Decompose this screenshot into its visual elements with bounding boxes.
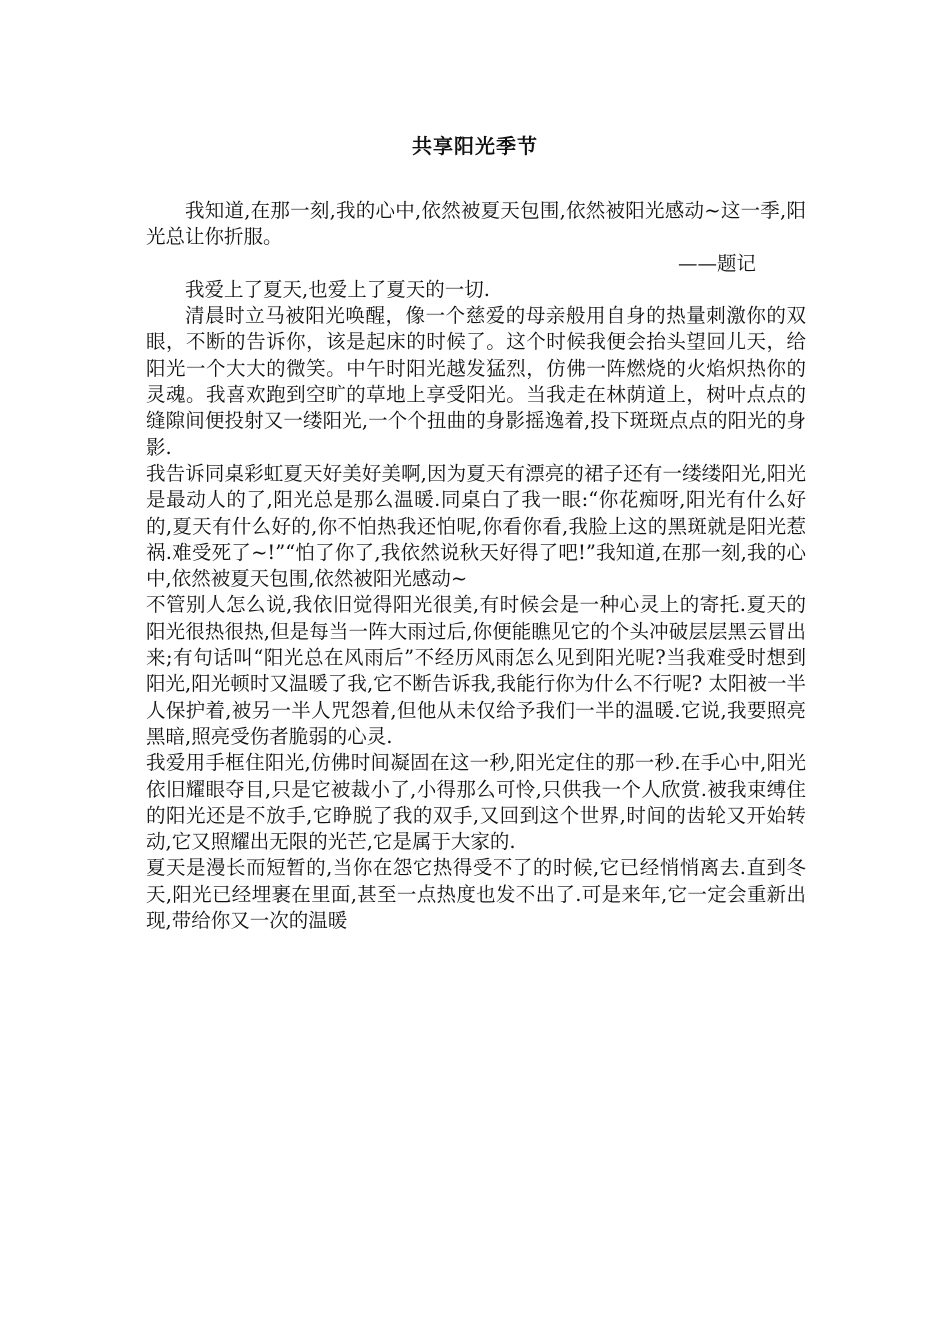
body-paragraph-6: 夏天是漫长而短暂的,当你在怨它热得受不了的时候,它已经悄悄离去.直到冬天,阳光已经埋裹在里面,甚至一点热度也发不出了.可是来年,它一定会重新出现,带给你又一次的温暖 <box>146 856 806 933</box>
document-title: 共享阳光季节 <box>412 134 538 158</box>
epigraph-signature: ——题记 <box>677 251 756 275</box>
body-paragraph-1: 我爱上了夏天,也爱上了夏天的一切. <box>185 277 490 301</box>
body-paragraph-3: 我告诉同桌彩虹夏天好美好美啊,因为夏天有漂亮的裙子还有一缕缕阳光,阳光是最动人的了,阳光总是那么温暖.同桌白了我一眼:“你花痴呀,阳光有什么好的,夏天有什么好的,你不怕热我还怕呢,你看你看,我脸上这的黑斑就是阳光惹祸.难受死了~!”“怕了你了,我依然说秋天好得了吧!”我知道,在那一刻,我的心中,依然被夏天包围,依然被阳光感动~ <box>146 461 806 591</box>
body-paragraph-4: 不管别人怎么说,我依旧觉得阳光很美,有时候会是一种心灵上的寄托.夏天的阳光很热很热,但是每当一阵大雨过后,你便能瞧见它的个头冲破层层黑云冒出来;有句话叫“阳光总在风雨后”不经历风雨怎么见到阳光呢?当我难受时想到阳光,阳光顿时又温暖了我,它不断告诉我,我能行你为什么不行呢? 太阳被一半人保护着,被另一半人咒怨着,但他从未仅给予我们一半的温暖.它说,我要照亮黑暗,照亮受伤者脆弱的心灵. <box>146 593 806 748</box>
body-paragraph-2: 清晨时立马被阳光唤醒，像一个慈爱的母亲般用自身的热量刺激你的双眼，不断的告诉你，该是起床的时候了。这个时候我便会抬头望回儿天，给阳光一个大大的微笑。中午时阳光越发猛烈，仿佛一阵燃烧的火焰炽热你的灵魂。我喜欢跑到空旷的草地上享受阳光。当我走在林荫道上，树叶点点的缝隙间便投射又一缕阳光,一个个扭曲的身影摇逸着,投下斑斑点点的阳光的身影. <box>146 304 806 459</box>
epigraph-paragraph: 我知道,在那一刻,我的心中,依然被夏天包围,依然被阳光感动~这一季,阳光总让你折服。 <box>146 199 806 249</box>
document-body <box>146 198 806 934</box>
body-paragraph-5: 我爱用手框住阳光,仿佛时间凝固在这一秒,阳光定住的那一秒.在手心中,阳光依旧耀眼夺目,只是它被裁小了,小得那么可怜,只供我一个人欣赏.被我束缚住的阳光还是不放手,它睁脱了我的双手,又回到这个世界,时间的齿轮又开始转动,它又照耀出无限的光芒,它是属于大家的. <box>146 751 806 854</box>
